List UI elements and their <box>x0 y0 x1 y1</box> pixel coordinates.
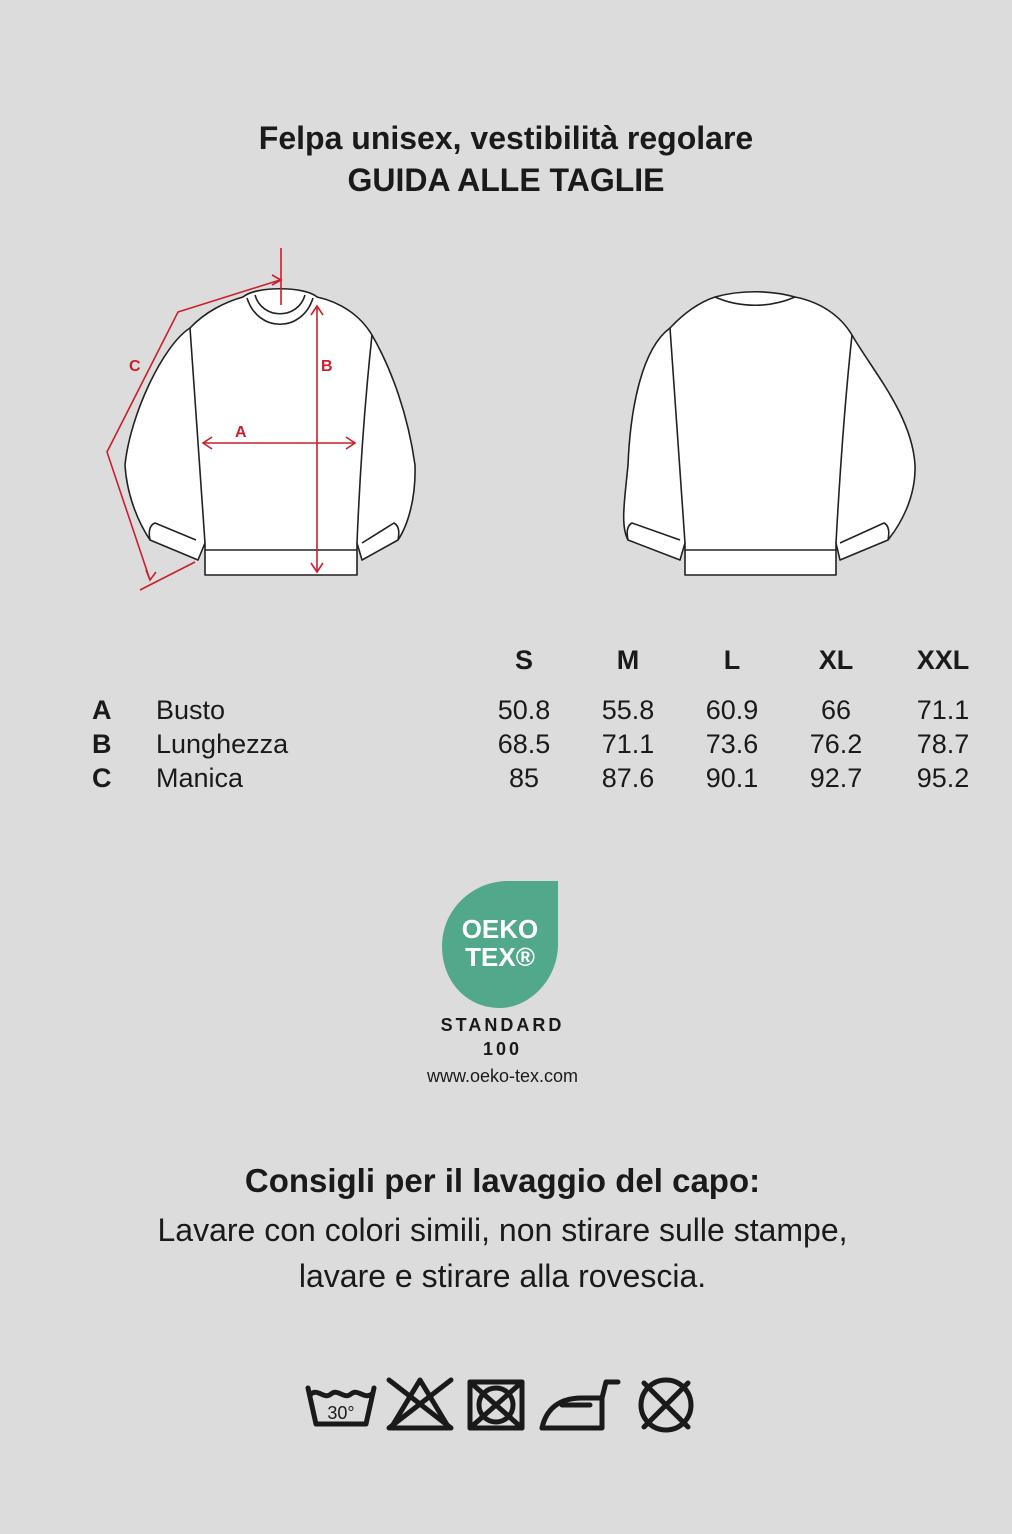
row-letter: C <box>92 762 112 793</box>
oeko-logo-line1: OEKO <box>461 914 539 944</box>
table-cell: 55.8 <box>601 694 655 725</box>
size-table <box>82 645 998 795</box>
oeko-tex-url: www.oeko-tex.com <box>426 1066 579 1086</box>
care-symbols <box>300 1372 710 1442</box>
row-label: Manica <box>156 762 244 793</box>
table-cell: 76.2 <box>809 728 863 759</box>
row-label: Lunghezza <box>156 728 289 759</box>
wash-30-icon <box>308 1388 374 1424</box>
standard-number: 100 <box>482 1039 523 1059</box>
table-cell: 50.8 <box>497 694 551 725</box>
oeko-tex-logo <box>420 880 580 1010</box>
care-instructions-line: Lavare con colori simili, non stirare sulle stampe, <box>157 1212 848 1248</box>
care-instructions-line: lavare e stirare alla rovescia. <box>298 1258 707 1294</box>
iron-icon <box>542 1382 618 1428</box>
size-header: XL <box>818 645 854 675</box>
table-cell: 78.7 <box>916 728 970 759</box>
table-row <box>82 693 998 727</box>
table-row <box>82 727 998 761</box>
row-letter: A <box>92 694 112 725</box>
care-title: Consigli per il lavaggio del capo: <box>244 1162 761 1199</box>
no-dry-clean-icon <box>641 1380 691 1430</box>
size-header: XXL <box>916 645 970 675</box>
table-cell: 87.6 <box>601 762 655 793</box>
row-label: Busto <box>156 694 226 725</box>
table-cell: 95.2 <box>916 762 970 793</box>
row-letter: B <box>92 728 112 759</box>
oeko-logo-line2: TEX® <box>465 942 535 972</box>
measure-label-c: C <box>129 358 141 375</box>
svg-text:30°: 30° <box>327 1403 355 1423</box>
table-cell: 68.5 <box>497 728 551 759</box>
size-header-row <box>82 645 998 693</box>
table-cell: 60.9 <box>705 694 759 725</box>
table-row <box>82 761 998 795</box>
table-cell: 73.6 <box>705 728 759 759</box>
table-cell: 85 <box>508 762 540 793</box>
table-cell: 92.7 <box>809 762 863 793</box>
page-title: Felpa unisex, vestibilità regolare <box>258 120 754 156</box>
sweatshirt-diagram <box>0 240 1012 600</box>
no-bleach-icon <box>389 1380 451 1428</box>
table-cell: 66 <box>820 694 852 725</box>
size-header: S <box>514 645 533 675</box>
page-subtitle: GUIDA ALLE TAGLIE <box>347 162 665 198</box>
table-cell: 90.1 <box>705 762 759 793</box>
back-sweatshirt-outline <box>624 292 915 575</box>
table-cell: 71.1 <box>601 728 655 759</box>
no-tumble-dry-icon <box>470 1382 522 1428</box>
size-header: L <box>723 645 741 675</box>
standard-label: STANDARD <box>440 1015 565 1035</box>
measure-label-b: B <box>321 358 333 375</box>
size-header: M <box>616 645 640 675</box>
measure-label-a: A <box>235 424 247 441</box>
table-cell: 71.1 <box>916 694 970 725</box>
